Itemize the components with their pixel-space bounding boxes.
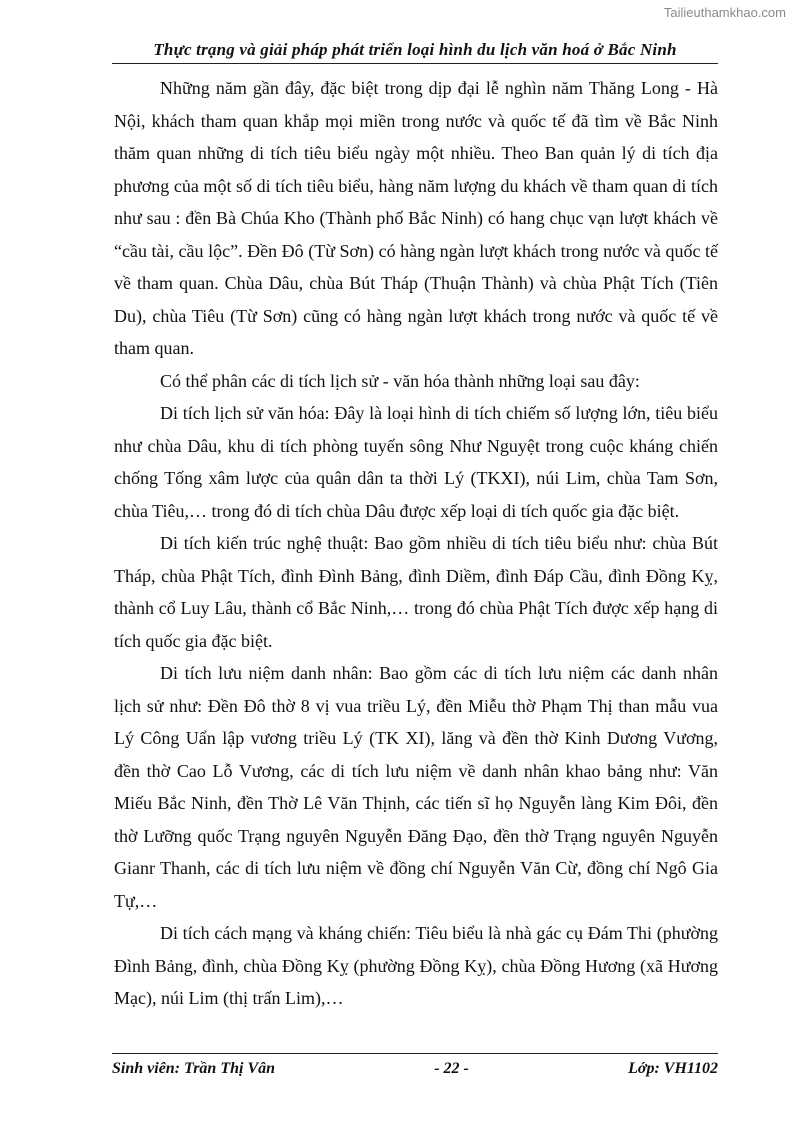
paragraph: Di tích lưu niệm danh nhân: Bao gồm các di tích lưu niệm các danh nhân lịch sử như: Đền Đô thờ 8 vị vua triều Lý, đền Miễu thờ Phạm Thị than mẫu vua Lý Công Uẩn lập vương triều Lý (TK XI), lăng và đền thờ Kinh Dương Vương, đền thờ Cao Lỗ Vương, các di tích lưu niệm về danh nhân khao bảng như: Văn Miếu Bắc Ninh, đền Thờ Lê Văn Thịnh, các tiến sĩ họ Nguyễn làng Kim Đôi, đền thờ Lưỡng quốc Trạng nguyên Nguyễn Đăng Đạo, đền thờ Trạng nguyên Nguyễn Gianr Thanh, các di tích lưu niệm về đồng chí Nguyễn Văn Cừ, đồng chí Ngô Gia Tự,…: [114, 663, 718, 911]
document-body: [114, 72, 718, 1015]
footer-class: Lớp: VH1102: [628, 1060, 718, 1077]
watermark: Tailieuthamkhao.com: [663, 5, 786, 20]
paragraph: Di tích lịch sử văn hóa: Đây là loại hình di tích chiếm số lượng lớn, tiêu biểu như chùa Dâu, khu di tích phòng tuyến sông Như Nguyệt trong cuộc kháng chiến chống Tống xâm lược của quân dân ta thời Lý (TKXI), núi Lim, chùa Tam Sơn, chùa Tiêu,… trong đó di tích chùa Dâu được xếp loại di tích quốc gia đặc biệt.: [114, 403, 718, 521]
paragraph: Có thể phân các di tích lịch sử - văn hóa thành những loại sau đây:: [160, 370, 640, 391]
footer-page-number: - 22 -: [434, 1060, 469, 1077]
paragraph: Di tích cách mạng và kháng chiến: Tiêu biểu là nhà gác cụ Đám Thi (phường Đình Bảng, đình, chùa Đồng Kỵ (phường Đồng Kỵ), chùa Đồng Hương (xã Hương Mạc), núi Lim (thị trấn Lim),…: [114, 923, 718, 1008]
page-header: Thực trạng và giải pháp phát triển loại hình du lịch văn hoá ở Bắc Ninh: [112, 40, 718, 64]
page-footer: [112, 1053, 718, 1078]
paragraph: Những năm gần đây, đặc biệt trong dịp đại lễ nghìn năm Thăng Long - Hà Nội, khách tham quan khắp mọi miền trong nước và quốc tế đã tìm về Bắc Ninh thăm quan những di tích tiêu biểu ngày một nhiều. Theo Ban quản lý di tích địa phương của một số di tích tiêu biểu, hàng năm lượng du khách về tham quan di tích như sau : đền Bà Chúa Kho (Thành phố Bắc Ninh) có hang chục vạn lượt khách về “cầu tài, cầu lộc”. Đền Đô (Từ Sơn) có hàng ngàn lượt khách trong nước và quốc tế về tham quan. Chùa Dâu, chùa Bút Tháp (Thuận Thành) và chùa Phật Tích (Tiên Du), chùa Tiêu (Từ Sơn) cũng có hàng ngàn lượt khách trong nước và quốc tế về tham quan.: [114, 78, 718, 358]
paragraph: Di tích kiến trúc nghệ thuật: Bao gồm nhiều di tích tiêu biểu như: chùa Bút Tháp, chùa Phật Tích, đình Đình Bảng, đình Diềm, đình Đáp Cầu, đình Đồng Kỵ, thành cổ Luy Lâu, thành cổ Bắc Ninh,… trong đó chùa Phật Tích được xếp hạng di tích quốc gia đặc biệt.: [114, 533, 718, 651]
footer-student: Sinh viên: Trần Thị Vân: [112, 1060, 276, 1077]
